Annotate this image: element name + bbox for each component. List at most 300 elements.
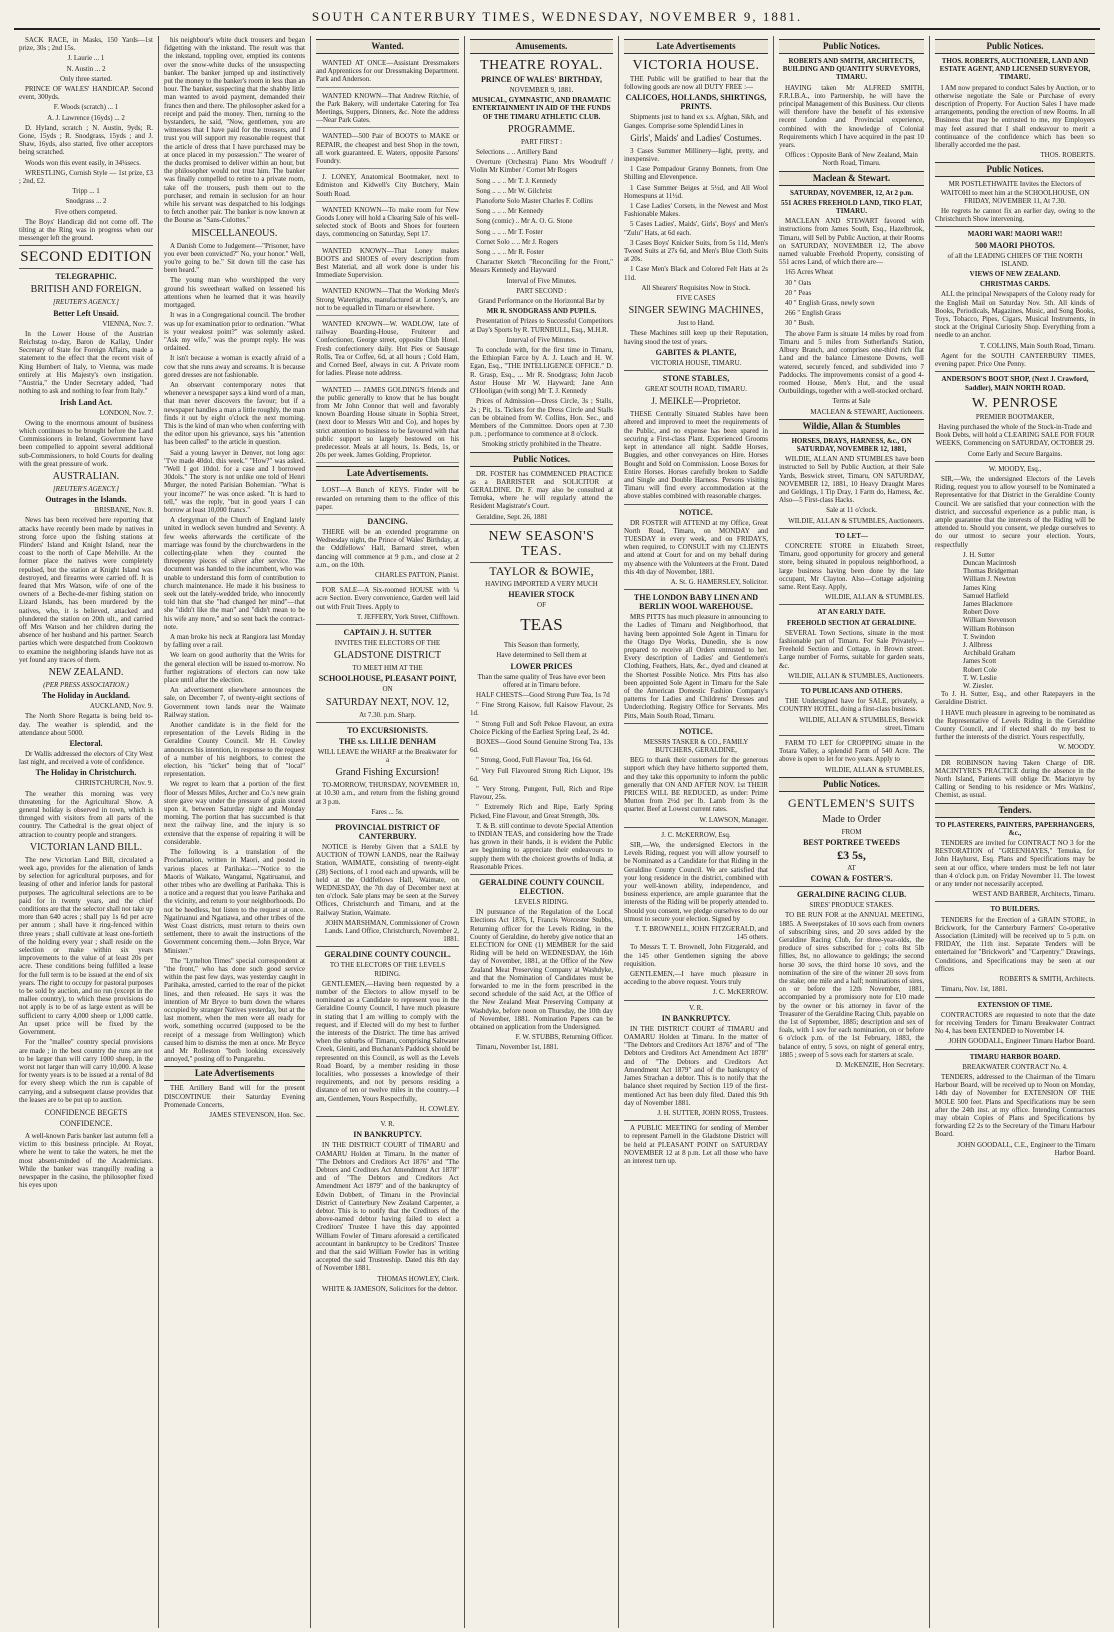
ad-signature: WILDIE, ALLAN & STUMBLES, Auctioneers. bbox=[788, 516, 924, 525]
divider bbox=[470, 562, 613, 563]
ad-signature: WILDIE, ALLAN & STUMBLES, Beswick street, Timaru bbox=[799, 715, 924, 732]
ad-text: GENTLEMEN,—Having been requested by a number of the Electors to allow myself to be nominated as a Candidate to represent you in the Geraldine County Council, I have much pleasure in stating that I am willing to comply with the request, and if Elected will do my best to further the interests of the District. The time has arrived when the suburbs of Timaru, comprising Saltwater Creek, Gleniti, and Buchanan's Paddock should be represented on this Council, as well as the Levels Road Board, by a member residing in those localities, who possesses a knowledge of their requirements, and not by persons residing a distance of ten or twelve miles in the country.—I am, Gentlemen, Yours Respectfully, bbox=[316, 979, 459, 1103]
ad-line: Offices : Opposite Bank of New Zealand, Main North Road, Timaru. bbox=[785, 151, 918, 168]
ad-text: He regrets he cannot fix an earlier day, owing to the Christchurch Show intervening. bbox=[935, 207, 1095, 224]
ad-text: Having purchased the whole of the Stock-in-Trade and Book Debts, will hold a CLEARING SALE FOR FOUR WEEKS, Commencing on SATURDAY, OCTOBER 29. bbox=[935, 422, 1095, 448]
misc-paragraph: We regret to learn that a portion of the first floor of Messrs Miles, Archer and Co.'s new grain store gave way under the pressure of grain stored upon it, between Saturday night and Monday morning. The portion that has succumbed is that next the railway line, and the injury is so extensive that the expense of repairing it will be considerable. bbox=[164, 780, 305, 846]
ad-text: CONTRACTORS are requested to note that the date for receiving Tenders for Timaru Breakwater Contract No 4, has been EXTENDED to November 14. bbox=[935, 1010, 1095, 1036]
made-to-order: Made to Order bbox=[822, 813, 881, 825]
telegraphic-heading: TELEGRAPHIC. bbox=[55, 272, 117, 282]
tweeds-line: BEST PORTREE TWEEDS bbox=[803, 838, 900, 848]
misc-paragraph: The following is a translation of the Proclamation, written in Maori, and posted in various places at Parihaka:—"Notice to the Maoris of Waikato, Wanganui, Ngatiruanui, and other tribes who are dwelling at Parihaka. This is a notice and a request that you leave Parihaka and the vicinity, and return to your neighborhoods. Do not be heedless, but listen to the request at once. Ngatiruanui and Ngatiawa, and other tribes of the West Coast districts, must return to theirs own settlement, there to await the instructions of the Government concerning them.—John Bryce, War Minister." bbox=[164, 848, 305, 955]
victoria-house-heading: VICTORIA HOUSE. bbox=[632, 58, 760, 73]
ad-text: ALL the principal Newspapers of the Colony ready for the English Mail on Saturday Nov. 5th. All kinds of Books, Periodicals, Magazines, Music, and Song Books, Toys, Tobacco, Pipes, Cigars, Musical Instruments, in stock at the Original Curiosity Shop. Everything from a needle to an anchor. bbox=[935, 290, 1095, 340]
bankruptcy-heading: IN BANKRUPTCY. bbox=[353, 1130, 422, 1140]
misc-paragraph: It was in a Congregational council. The brother was up for examination prior to ordination. "What is your weakest point?" was solemnly asked. "Ask my wife," was the prompt reply. He was ordained. bbox=[164, 311, 305, 353]
divider bbox=[470, 874, 613, 875]
signer: W. Ziesler. bbox=[963, 682, 994, 690]
ad-signature: T. T. BROWNELL, JOHN FITZGERALD, and 145 others. bbox=[634, 925, 768, 942]
australian-heading: AUSTRALIAN. bbox=[52, 470, 120, 482]
sale-date: SATURDAY, NOVEMBER, 12, At 2 p.m. bbox=[789, 188, 914, 197]
tender-heading: TO BUILDERS. bbox=[990, 905, 1040, 914]
early-date-heading: AT AN EARLY DATE. bbox=[817, 608, 886, 617]
cowan-foster: COWAN & FOSTER'S. bbox=[810, 874, 893, 884]
misc-paragraph: Another candidate is in the field for the representation of the Levels Riding in the Geraldine County Council. Mr H. Cowley announces his intention, in response to the request of a number of his neighbors, to contest the election, his "ticket" being that of "local" representation. bbox=[164, 721, 305, 779]
costumes-heading: Girls', Maids' and Ladies' Costumes. bbox=[630, 132, 762, 143]
ad-signature: JOHN GOODALL, Engineer Timaru Harbor Board. bbox=[948, 1037, 1095, 1046]
column-7 bbox=[930, 36, 1100, 1628]
divider bbox=[935, 901, 1095, 902]
race-line: J. Laurie ... 1 bbox=[67, 54, 105, 63]
divider bbox=[624, 1000, 768, 1001]
case-item: 5 Cases Ladies', Maids', Girls', Boys' and Men's "Zulu" Hats, at 6d each. bbox=[624, 220, 768, 237]
ad-text: T. & B. still continue to devote Special Attention to INDIAN TEAS, and considering how the Trade has grown in their hands, it is evident the Public are beginning to appreciate their endeavours to supply them with the choicest growths of India, at Reasonable Prices. bbox=[470, 821, 613, 871]
signer: William J. Newton bbox=[963, 575, 1016, 584]
wildie-heading: Wildie, Allan & Stumbles bbox=[779, 419, 924, 434]
misc-paragraph: We learn on good authority that the Writs for the general election will be issued to-morrow. No further registrations of electors can now take place until after the election. bbox=[164, 651, 305, 685]
misc-paragraph: The young man who worshipped the very ground his sweetheart walked on lessened his attentions when he learned that it was heavily mortgaged. bbox=[164, 276, 305, 310]
ad-line: Have determined to Sell them at bbox=[496, 651, 587, 660]
signer: J. Allbress bbox=[963, 640, 993, 649]
ad-signature: W. MOODY. bbox=[1058, 743, 1095, 752]
boot-shop-heading: ANDERSON'S BOOT SHOP, (Next J. Crawford, Saddler), MAIN NORTH ROAD. bbox=[941, 375, 1089, 392]
misc-paragraph: Said a young lawyer in Denver, not long ago: "I've made 40dol. this week." "How?" was asked. "Well I got 10dol. for a case and I borrowed 30dols." The story is not unlike one told of Henri Murger, the noted Parisian Bohemian. "What is your income?" he was once asked. "It is hard to tell," was the reply, "but in good years I can borrow at least 10,000 francs." bbox=[164, 448, 305, 514]
ad-text: TO BE RUN FOR at the ANNUAL MEETING, 1885. A Sweepstakes of 10 sovs each from owners of subscribing sires, and 20 sovs added by the Geraldine Racing Club, for three-year-olds, the produce of sires subscribed for ; colts 8st 5lb fillies, 8st, no allowance to geldings; the second horse 30 sovs, the third horse 10 sovs, and the nomination of the sire of the winner 20 sovs from the stake; one mile and a half; nominations of sires, on or before the 12th November, 1881, accompanied by a promissory note for £10 made by the owner or his attorney in favor of the Treasurer of the Geraldine Racing Club, payable on the 1st of September, 1885; description and sex of foals, with 1 sov for each nomination, on or before 6 o'clock p.m. of the 1st February, 1883, the balance of entry, 5 sovs, on night of general entry, 1885 ; sweep of 5 sovs each for starters at scale. bbox=[779, 911, 924, 1059]
ad-text: THE Public will be gratified to hear that the following goods are now all DUTY FREE :— bbox=[624, 75, 768, 92]
ad-signature: A. St. G. HAMERSLEY, Solicitor. bbox=[670, 577, 768, 586]
case-item: 1 Case Ladies' Corsets, in the Newest and Most Fashionable Makes. bbox=[624, 202, 768, 219]
divider bbox=[779, 528, 924, 529]
agency-note: [REUTER'S AGENCY.] bbox=[52, 298, 120, 307]
provincial-heading: PROVINCIAL DISTRICT OF CANTERBURY. bbox=[335, 823, 440, 841]
divider bbox=[935, 461, 1095, 462]
article-text: his neighbour's white duck trousers and began fidgetting with the inkstand. The result was that the inkstand, toppling over, emptied its contents over the snow-white ducks of the unsuspecting banker. The banker jumped up and instinctively put the money to the banker's room in less than an hour. The banker, suspecting that the shabby little man wanted to avoid payment, demanded their francs then and there. The philosopher asked for a receipt and paid the money. Then, turning to the bystanders, he said, "Now, gentlemen, you are witnesses that I have paid for the trousers, and I trust you will support my reasonable request that the article of dress that I have purchased may be at once placed in my possession." The wearer of the ducks promised to deliver within an hour, but the philosopher would not trust him. The banker was finally compelled to retire to a private room, take off the trousers, push them out to the purchaser, and remain in seclusion for an hour while his servant was despatched to his lodgings to fetch another pair. The banker is now known at the Bourse as "Sans-Culottes." bbox=[164, 36, 305, 225]
tea-item: BOXES—Good Sound Genuine Strong Tea, 13s 6d. bbox=[470, 737, 613, 755]
ad-signature: WILDIE, ALLAN & STUMBLES, Auctioneers. bbox=[788, 671, 924, 680]
acre-item: 30 " Oats bbox=[785, 278, 812, 287]
ad-text: IN THE DISTRICT COURT of TIMARU and OAMARU Holden at Timaru. In the matter of "The Debtors and Creditors Act 1876" and "The Debtors and Creditors Act Amendment Act 1878" and of "The Debtors and Creditors Act Amendment Act 1879" and of the bankruptcy of Edwin Dobbett, of Timaru in the Provincial District of Canterbury New Zealand Carpenter, a debtor. This is to notify that the Creditors of the above-named debtor having failed to elect a Creditors' Trustee I have this day appointed William Fowler of Timaru aforesaid a certificated accountant in bankruptcy to be Creditors' Trustee and that the said William Fowler has in writing accepted the said Trusteeship. Dated this 8th day of November 1881. bbox=[316, 1141, 459, 1273]
ad-text: FOR SALE—A Six-roomed HOUSE with ¼ acre Section. Every convenience, Garden well laid out with Fruit Trees. Apply to bbox=[316, 586, 459, 611]
column-1 bbox=[14, 36, 159, 1628]
race-line: F. Woods (scratch) ... 1 bbox=[53, 103, 119, 112]
race-line: Only three started. bbox=[60, 74, 112, 83]
signer-list bbox=[935, 551, 1095, 690]
penrose-heading: W. PENROSE bbox=[971, 395, 1059, 411]
column-6 bbox=[774, 36, 930, 1628]
signer: T. Swindon bbox=[963, 632, 996, 641]
british-foreign-heading: BRITISH AND FOREIGN. bbox=[30, 284, 142, 296]
divider bbox=[316, 624, 459, 625]
article-text: The new Victorian Land Bill, circulated a week ago, provides for the alienation of lands by selection for agricultural purposes, and for leasing of other and inferior lands for pastoral purposes. The agricultural selections are to be paid for in twenty years, and the chief conditions are that the selector shall not take up more than 640 acres ; shall pay 1s 6d per acre per annum ; shall have it ring-fenced within three years ; shall cultivate at least one-fortieth of the holding every year ; shall reside on the selection or make within six years improvements to the value of at least 20s per acre. These conditions being fulfilled a lease for the full term is to be issued at the end of six years. The right to occupy for pastoral purposes to be sold by auction, and no run (except in the mallee country), to which these provisions do not apply is to be of as large extent as will be sufficient to carry 4,000 sheep or 1,000 cattle. An upset price will be fixed by the Government. bbox=[19, 855, 153, 1037]
ad-signature: THOMAS HOWLEY, Clerk. bbox=[377, 1274, 459, 1283]
ad-text: A PUBLIC MEETING for sending of Member to represent Parnell in the Gladstone District will be held at PLEASANT POINT on SATURDAY NOVEMBER 12 at 8 p.m. Let all those who have an interest turn up. bbox=[624, 1124, 768, 1165]
tender-heading: TO PLASTERERS, PAINTERS, PAPERHANGERS, &c., bbox=[935, 820, 1095, 837]
ad-signature: JOHN MARSHMAN, Commissioner of Crown Lands. Land Office, Christchurch, November 2, 1881. bbox=[324, 918, 459, 944]
publicans-heading: TO PUBLICANS AND OTHERS. bbox=[800, 687, 903, 695]
ad-text: The above Farm is situate 14 miles by road from Timaru and 5 miles from Sutherland's Station, Albury Branch, and comprises one-third rich flat Land and the balance Limestone Downs, well watered, securely fenced, and subdivided into 7 Paddocks. The improvements consist of a good 4-roomed House, Men's Hut, and the usual Outbuildings, together with a well-stocked orchard. bbox=[779, 329, 924, 396]
divider bbox=[779, 886, 924, 887]
acre-item: 40 " English Grass, newly sown bbox=[785, 299, 875, 308]
misc-paragraph: The "Lyttelton Times" special correspondent at "the front," who has done such good service within the past few days, was yesterday caught in Parihaka, arrested, carried to the rear of the picket lines, and then released. He says it was the intention of Mr Bryce to burn down the whares occupied by stranger Natives yesterday, but at the last moment, when the men were all ready for work, something occurred (supposed to be the receipt of a message from Wellington) which caused him to dismiss the men at once. Mr Bryce and Mr Rolleston "both looking excessively annoyed," posting off to Pungarehu. bbox=[164, 956, 305, 1064]
ad-signature: JOHN GOODALL, C.E., Engineer to the Timaru Harbor Board. bbox=[957, 1140, 1095, 1157]
ad-text: IN THE DISTRICT COURT of TIMARU and OAMARU Holden at Timaru. In the matter of "The Debtors and Creditors Act 1876" and of "The Debtors and Creditors Act Amendment Act 1878" and of "The Debtors and Creditors Act Amendment Act 1879" and of the bankruptcy of James Strachan a debtor. This is to notify that the balance sheet required by Section 119 of the first-mentioned Act has been duly filed. Dated this 9th day of November 1881. bbox=[624, 1024, 768, 1107]
wanted-ad: WANTED KNOWN—That Andrew Ritchie, of the Park Bakery, will undertake Catering for Tea Meetings, Suppers, Dinners, &c. Note the address—Near Park Gates. bbox=[316, 90, 459, 129]
ad-line: SIRES' PRODUCE STAKES. bbox=[809, 901, 894, 910]
signer: Thomas Bridgeman bbox=[963, 567, 1019, 576]
county-council-heading: GERALDINE COUNTY COUNCIL. bbox=[324, 950, 451, 960]
ad-text: CONCRETE STORE in Elizabeth Street, Timaru, good opportunity for grocery and general store, being situated in populous neighborhood, a large business having been done by the late occupant, Mr Clayton. Also—Cottage adjoining same. Rent Easy. Apply, bbox=[779, 541, 924, 591]
race-line: A. J. Lawrence (16yds) ... 2 bbox=[47, 113, 125, 122]
ad-signature: J. C. McKERROW. bbox=[712, 988, 768, 997]
public-notices-heading: Public Notices. bbox=[935, 162, 1095, 177]
ad-text: THE Undersigned have for SALE, privately, a COUNTRY HOTEL, doing a first-class business. bbox=[779, 697, 924, 714]
programme-heading: PROGRAMME. bbox=[508, 123, 575, 135]
late-ads-heading: Late Advertisements bbox=[164, 1066, 305, 1081]
divider bbox=[779, 683, 924, 684]
ad-text: To J. H. Sutter, Esq., and other Ratepayers in the Geraldine District. bbox=[935, 690, 1095, 707]
divider bbox=[19, 245, 153, 246]
event-line: PRINCE OF WALES' BIRTHDAY, bbox=[481, 75, 602, 84]
article-text: For the "mallee" country special provisions are made ; in the best country the runs are not to be larger than will carry 1000 sheep, in the worst not larger than will carry 10,000. A lease for twenty years is to be issued at a rental of 8d for every sheep which the run is capable of carrying, and a subsequent clause provides that the leases are to be put up to auction. bbox=[19, 1038, 153, 1104]
signer: James King bbox=[963, 583, 996, 592]
agency-note: [REUTER'S AGENCY.] bbox=[52, 484, 120, 493]
ad-text: To Messrs T. T. Brownell, John Fitzgerald, and the 145 other Gentlemen signing the above requisition. bbox=[624, 943, 768, 968]
programme-item: MR R. SNODGRASS AND PUPILS. bbox=[486, 307, 597, 316]
ad-text: TENDERS, addressed to the Chairman of the Timaru Harbour Board, will be received up to Noon on Monday, 14th day of November for EXTENSION OF THE MOLE 500 feet. Plans and Specifications may be seen after the 24th inst. at my office. Intending Contractors may obtain Copies of Plans and Specifications by forwarding £2 2s to the Secretary of the Timaru Harbour Board. bbox=[935, 1072, 1095, 1139]
taylor-bowie-heading: TAYLOR & BOWIE, bbox=[489, 563, 594, 578]
tea-item: " Fine Strong Kaisow, full Kaisow Flavour, 2s 1d. bbox=[470, 701, 613, 718]
article-heading: Irish Land Act. bbox=[59, 397, 113, 407]
racing-club-heading: GERALDINE RACING CLUB. bbox=[796, 890, 907, 900]
ad-signature: WHITE & JAMESON, Solicitors for the debtor. bbox=[322, 1284, 458, 1293]
ad-line: GREAT SOUTH ROAD, TIMARU. bbox=[645, 385, 747, 394]
ad-line: FROM bbox=[841, 827, 862, 836]
column-3 bbox=[311, 36, 465, 1628]
divider bbox=[624, 723, 768, 724]
case-item: 3 Cases Boys' Knicker Suits, from 5s 11d, Men's Tweed Suits at 27s 6d, and Men's Blue Cloth Suits at 20s. bbox=[624, 238, 768, 264]
ad-text: MR POSTLETHWAITE Invites the Electors of WAITOHI to meet him at the SCHOOLHOUSE, ON FRIDAY, NOVEMBER 11, At 7.30. bbox=[940, 180, 1090, 205]
programme-item: Song .. .. .. Mr W. Gilchrist bbox=[476, 186, 553, 195]
signer: J. H. Sutter bbox=[963, 550, 995, 559]
addressee: W. MOODY, Esq., bbox=[988, 464, 1042, 473]
ad-signature: JAMES STEVENSON, Hon. Sec. bbox=[209, 1110, 305, 1119]
theatre-heading: THEATRE ROYAL. bbox=[480, 58, 603, 73]
amusements-heading: Amusements. bbox=[470, 39, 613, 54]
signer: William Stevenson bbox=[963, 616, 1017, 625]
property-heading: 551 ACRES FREEHOLD LAND, TIKO FLAT, TIMARU. bbox=[781, 198, 922, 216]
schoolhouse-line: SCHOOLHOUSE, PLEASANT POINT, bbox=[318, 674, 457, 684]
masthead: SOUTH CANTERBURY TIMES, WEDNESDAY, NOVEMBER 9, 1881. bbox=[14, 6, 1100, 30]
ad-text: SIR,—We, the undersigned Electors in the Levels Riding, request you will allow yourself to be Nominated as a Candidate for that Riding in the Geraldine County Council. We are satisfied that your long residence in the district, combined with your well-known ability, independence, and business experience, are ample guarantee that the interests of the Riding will be properly attended to. Should you consent, we pledge ourselves to do our utmost to secure your election. Signed by bbox=[624, 841, 768, 923]
race-line: WRESTLING, Cornish Style — 1st prize, £3 ; 2nd, £2. bbox=[19, 168, 153, 186]
singer-heading: SINGER SEWING MACHINES, bbox=[628, 305, 764, 317]
sutter-heading: CAPTAIN J. H. SUTTER bbox=[343, 627, 432, 637]
wanted-ad: WANTED — JAMES GOLDING'S friends and the public generally to know that he has bought from Mr John Connor that well and favorably known Boarding House situate in Sophia Street, (next door to Messrs Witt and Co), and hopes by strict attention to business to be favoured with that public support so largely bestowed on his predecessor. Meals at all hours, 1s. Beds, 1s, or 20s per week. James Golding, Proprietor. bbox=[316, 384, 459, 464]
case-item: 1 Case Pompadour Granny Bonnets, from One Shilling and Elevenpence. bbox=[624, 165, 768, 182]
public-notices-heading: Public Notices. bbox=[935, 39, 1095, 54]
ad-signature: D. McKENZIE, Hon Secretary. bbox=[835, 1061, 924, 1070]
ad-line: Come Early and Secure Bargains. bbox=[967, 449, 1063, 458]
programme-item: Song (comic) .. Mr A. O. G. Stone bbox=[476, 217, 573, 226]
ad-line: ON bbox=[382, 685, 393, 694]
programme-item: Selections .. .. Artillery Band bbox=[476, 148, 558, 157]
ad-line: LOWER PRICES bbox=[510, 661, 573, 671]
misc-paragraph: An advertisement elsewhere announces the sale, on December 7, of twenty-eight sections of Government town lands near the Waimate Railway station. bbox=[164, 686, 305, 719]
smoking-note: Smoking strictly prohibited in the Theatre. bbox=[481, 440, 602, 449]
ad-line: HEAVIER STOCK bbox=[508, 589, 575, 599]
programme-item: Cornet Solo .. .. Mr J. Rogers bbox=[476, 237, 559, 246]
programme-item: Song .. .. .. Mr R. Foster bbox=[476, 248, 544, 257]
divider bbox=[935, 755, 1095, 756]
article-heading: Electoral. bbox=[69, 739, 103, 748]
signer: T. W. Leslie bbox=[963, 673, 997, 682]
ad-line: WILL LEAVE the WHARF at the Breakwater for a bbox=[317, 747, 458, 764]
ad-line: At 7.30. p.m. Sharp. bbox=[359, 710, 416, 719]
ad-line: of all the LEADING CHIEFS OF THE NORTH ISLAND. bbox=[947, 251, 1083, 268]
article-text: In the Lower House of the Austrian Reichstag to-day, Baron de Kallay, Under Secretary of State for Foreign Affairs, made a statement to the effect that the recent visit of King Humbert of Italy, to Vienna, was made entirely at His Majesty's own instigation. "Austria," the Under Secretary added, "had nothing to ask and nothing to fear from Italy." bbox=[19, 329, 153, 396]
ad-signature: MACLEAN & STEWART, Auctioneers. bbox=[810, 407, 924, 416]
ad-signature: WILDIE, ALLAN & STUMBLES. bbox=[825, 593, 924, 602]
ad-text: IN pursuance of the Regulation of the Local Elections Act 1876, I, Francis Worcester Stubbs, Returning officer for the Levels Riding, in the County of Geraldine, do hereby give notice that an ELECTION for ONE (1) MEMBER for the said Riding will be held on WEDNESDAY, the 16th day of November, 1881, at the Office of the New Zealand Meat Preserving Company at Washdyke, and that the Nomination of Candidates must be forwarded to me in the form prescribed in the second schedule of the said Act, at the Office of the New Zealand Meat Preserving Company at Washdyke, before noon on Thursday, the 10th day of November, 1881. Nomination Papers can be obtained on application from the Undersigned. bbox=[470, 908, 613, 1032]
misc-paragraph: A man broke his neck at Rangiora last Monday by falling over a rail. bbox=[164, 633, 305, 650]
ad-text: I AM now prepared to conduct Sales by Auction, or to otherwise negotiate the Sale or Purchase of every description of Property. For Auction Sales I have made arrangements, pending the erection of new Rooms. In all Business that may be entrusted to me, my Employers may feel assured that I shall endeavour to merit a continuance of the confidence which has been so liberally accorded me the past. bbox=[935, 83, 1095, 150]
stone-stables-heading: STONE STABLES, bbox=[662, 374, 730, 384]
teas-heading: TEAS bbox=[520, 615, 563, 635]
ad-line: This Season than formerly, bbox=[503, 641, 580, 650]
second-edition-heading: SECOND EDITION bbox=[20, 249, 152, 266]
ad-signature: Timaru, November 1st, 1881. bbox=[476, 1043, 559, 1052]
vr-mark: V. R. bbox=[688, 1003, 704, 1012]
proprietor-line: J. MEIKLE—Proprietor. bbox=[651, 396, 741, 407]
signer: James Scott bbox=[963, 657, 997, 666]
race-line: PRINCE OF WALES' HANDICAP. Second event, 300yds. bbox=[19, 85, 153, 102]
article-heading: Better Left Unsaid. bbox=[53, 308, 119, 318]
ad-signature: CHARLES PATTON, Pianist. bbox=[374, 570, 459, 579]
ad-line: INVITES THE ELECTORS OF THE bbox=[334, 638, 441, 647]
victorian-land-bill-heading: VICTORIAN LAND BILL. bbox=[29, 841, 143, 853]
ad-text: TENDERS for the Erection of a GRAIN STORE, in Brickwork, for the Canterbury Farmers' Co-operative Association (Limited) will be received up to 5 p.m. on FRIDAY, the 11th inst. Separate Tenders will be entertained for "Brickwork" and "Carpentry." Drawings, Conditions, and Specifications may be seen at our offices bbox=[935, 915, 1095, 973]
ad-text: WILDIE, ALLAN AND STUMBLES have been instructed to Sell by Public Auction, at their Sale Yards, Beswick street, Timaru, ON SATURDAY, NOVEMBER 12, 1881, 10 Heavy Draught Mares and Geldings, 1 Tip Dray, 1 Farm do, Harness, &c. Also—5 First-class Hacks. bbox=[779, 455, 924, 505]
wanted-ad: WANTED KNOWN—To make room for New Goods Loney will hold a Clearing Sale of his well-selected stock of Boots and Shoes for fourteen days, commencing on Saturday, Sept 17. bbox=[316, 204, 459, 243]
race-line: Snodgrass ... 2 bbox=[65, 197, 107, 206]
meeting-date: SATURDAY NEXT, NOV. 12, bbox=[325, 696, 450, 708]
divider bbox=[316, 1116, 459, 1117]
ad-signature: THOS. ROBERTS. bbox=[1040, 151, 1095, 160]
article-text: The weather this morning was very threatening for the Agricultural Show. A general holiday is observed in town, which is thronged with visitors from all parts of the country. The Cathedral is the great object of attraction to country people and strangers. bbox=[19, 789, 153, 839]
article-text: The North Shore Regatta is being held to-day. The weather is splendid, and the attendance about 5000. bbox=[19, 712, 153, 737]
misc-paragraph: An observant contemporary notes that whenever a newspaper says a kind word of a man, that man never discovers the favour; but if a newspaper handles a man a little roughly, the man finds it out by eight o'clock the next morning. This is the kind of man who when conferring with the editor upon his grievance, says his "attention has been called" to the article in question. bbox=[164, 380, 305, 447]
tender-heading: EXTENSION OF TIME. bbox=[977, 1000, 1053, 1009]
confidence-heading: CONFIDENCE BEGETS CONFIDENCE. bbox=[44, 1107, 128, 1128]
tea-item: " Very Full Flavoured Strong Rich Liquor, 19s 6d. bbox=[470, 766, 613, 783]
ad-signature: Timaru, Nov. 1st, 1881. bbox=[941, 985, 1008, 994]
ad-line: VICTORIA HOUSE, TIMARU. bbox=[650, 358, 742, 367]
ad-text: Prices of Admission—Dress Circle, 3s ; Stalls, 2s ; Pit, 1s. Tickets for the Dress Circle and Stalls can be obtained from W. Collins, Hon. Sec., and Members of the Committee. Doors open at 7.30 p.m. ; performance to commence at 8 o'clock. bbox=[470, 397, 613, 439]
signer: James Blackmore bbox=[963, 599, 1013, 608]
case-item: 1 Case Men's Black and Colored Felt Hats at 2s 11d. bbox=[624, 265, 768, 282]
tasker-heading: MESSRS TASKER & CO., FAMILY BUTCHERS, GERALDINE, bbox=[643, 737, 749, 754]
signer: Samuel Hatfield bbox=[963, 591, 1009, 600]
notice-heading: NOTICE. bbox=[679, 507, 713, 517]
article-heading: The Holiday in Christchurch. bbox=[35, 768, 137, 778]
programme-item: Song .. .. .. Mr T. J. Kennedy bbox=[476, 176, 557, 185]
columns bbox=[14, 36, 1100, 1628]
acre-item: 30 " Bush. bbox=[785, 319, 815, 328]
event-description: MUSICAL, GYMNASTIC, AND DRAMATIC ENTERTAINMENT IN AID OF THE FUNDS OF THE TIMARU ATHLETIC CLUB. bbox=[472, 96, 611, 121]
ad-text: GENTLEMEN,—I have much pleasure in acceding to the above request. Yours truly bbox=[624, 970, 768, 987]
race-line: Woods won this event easily, in 34¼secs. bbox=[25, 158, 141, 167]
ad-text: DR FOSTER will ATTEND at my Office, Great North Road, Timaru, on MONDAY and TUESDAY in every week, and on FRIDAYS, when required, to CONSULT with my CLIENTS and attend at Court for and on my behalf during my absence with the Volunteers at the Front. Dated this 4th day of November, 1881. bbox=[624, 518, 768, 576]
race-line: SACK RACE, in Masks, 150 Yards—1st prize, 30s ; 2nd 15s. bbox=[19, 36, 153, 53]
programme-item: Song .. .. .. Mr T. Foster bbox=[476, 227, 543, 236]
ad-text: MRS PITTS has much pleasure in announcing to the Ladies of Timaru and Neighborhood, that having been appointed Sole Agent in Timaru for the Otago Dye Works, Dunedin, she is now prepared to receive all Orders entrusted to her. Every description of Ladies' and Gentlemen's Clothing, Feathers, Hats, &c., dyed and cleaned at the Shortest Possible Notice. Mrs Pitts has also been appointed Sole Agent in Timaru for the Sale of the American Domestic Fashion Company's patterns for Ladies and Childrens' Dresses and Underclothing. Registry Office for Servants. Mrs Pitts, Main South Road, Timaru. bbox=[624, 613, 768, 720]
misc-paragraph: It isn't because a woman is exactly afraid of a cow that she runs away and screams. It is because gored dresses are not fashionable. bbox=[164, 354, 305, 379]
signer: Duncan Macintosh bbox=[963, 558, 1017, 567]
ad-signature: J. H. SUTTER, JOHN ROSS, Trustees. bbox=[657, 1108, 768, 1117]
dateline: VIENNA, Nov. 7. bbox=[102, 319, 153, 328]
divider bbox=[316, 946, 459, 947]
race-line: The Boys' Handicap did not come off. The tilting at the Ring was in progress when our messenger left the ground. bbox=[19, 217, 153, 243]
to-let-heading: TO LET— bbox=[835, 531, 868, 540]
ad-line: TO THE ELECTORS OF THE LEVELS RIDING. bbox=[329, 961, 446, 978]
acre-item: 165 Acres Wheat bbox=[785, 268, 834, 277]
acre-item: 20 " Peas bbox=[785, 288, 812, 297]
divider bbox=[316, 722, 459, 723]
programme-item: Overture (Orchestra) Piano Mrs Woodruff / Violin Mr Kimber / Cornet Mr Rogers bbox=[470, 158, 613, 175]
firm-heading: THOS. ROBERTS, AUCTIONEER, LAND AND ESTATE AGENT, AND LICENSED SURVEYOR, TIMARU. bbox=[939, 57, 1091, 82]
lost-keys-ad: LOST—A Bunch of KEYS. Finder will be rewarded on returning them to the office of this paper. bbox=[316, 484, 459, 515]
ad-text: FARM TO LET for CROPPING situate in the Totara Valley, a splendid Farm of 540 Acre. The above is open to let for two years. Apply to bbox=[779, 739, 924, 764]
tea-item: " Strong Full and Soft Pekoe Flavour, an extra Choice Picking of the Earliest Spring Leaf, 2s 4d. bbox=[470, 719, 613, 736]
article-text: Dr Wallis addressed the electors of City West last night, and received a vote of confidence. bbox=[19, 750, 153, 767]
steamer-name: THE s.s. LILLIE DENHAM bbox=[338, 736, 437, 746]
divider bbox=[935, 997, 1095, 998]
tea-item: " Very Strong, Pungent, Full, Rich and Ripe Flavour, 25s. bbox=[470, 784, 613, 802]
dancing-heading: DANCING. bbox=[367, 516, 408, 526]
ad-text: NOTICE is Hereby Given that a SALE by AUCTION of TOWN LANDS, near the Railway Station, WAIMATE, consisting of twenty-eight (28) Sections, of 1 rood each and upwards, will be held at the Oddfellows Hall, Waimate, on WEDNESDAY, the 7th day of December next at ten o'clock. Sale plans may be seen at the Survey Offices, Christchurch and Timaru, and at the Railway Station, Waimate. bbox=[316, 843, 459, 917]
public-notices-heading: Public Notices. bbox=[470, 452, 613, 467]
column-5 bbox=[619, 36, 774, 1628]
race-line: N. Austin ... 2 bbox=[66, 64, 106, 73]
divider bbox=[624, 504, 768, 505]
ad-signature: WILDIE, ALLAN & STUMBLES, bbox=[825, 765, 924, 774]
programme-item: Song .. .. .. Mr Kennedy bbox=[476, 207, 544, 216]
wanted-ad: J. LONEY, Anatomical Bootmaker, next to Edmiston and Kidwell's City Butchery, Main South Road. bbox=[316, 171, 459, 202]
ad-signature: T. JEFFERY, York Street, Clifftown. bbox=[356, 612, 459, 621]
suits-heading: GENTLEMEN'S SUITS bbox=[788, 795, 915, 810]
ad-text: Agent for the SOUTH CANTERBURY TIMES, evening paper. Price One Penny. bbox=[935, 351, 1095, 369]
signer: Archibald Graham bbox=[963, 649, 1016, 658]
fishing-heading: Grand Fishing Excursion! bbox=[335, 767, 440, 779]
ad-text: THESE Centrally Situated Stables have been altered and improved to meet the requirements of the Public, and no expense has been spared in securing a First-class Plant. Experienced Grooms kept in attendance all night. Saddle Horses, Buggies, and other conveyances on Hire. Horses Bought and Sold on Commission. Loose Boxes for Entire Horses. Horses carefully broken to Saddle and Single and Double Harness. Persons visiting Timaru will find every accommodation at the above stables combined with reasonable charges. bbox=[624, 410, 768, 501]
divider bbox=[935, 226, 1095, 227]
ad-line: TO MEET HIM AT THE bbox=[352, 664, 423, 673]
public-notices-heading: Public Notices. bbox=[779, 777, 924, 792]
ad-text: SEVERAL Town Sections, situate in the most fashionable part of Timaru. For Sale Privately—Freehold Section and Cottage, in Brown street. Large number of Forms, suitable for garden seats, &c. bbox=[779, 628, 924, 670]
wanted-heading: Wanted. bbox=[316, 39, 459, 54]
signer: William Robinson bbox=[963, 624, 1015, 633]
ad-text: TENDERS are invited for CONTRACT NO 3 for the RESTORATION of "GREENHAYES," Temuka, for John Hayhurst, Esq. Plans and Specifications may be seen at our office, where tenders must be left not later than 4 o'clock p.m. on Friday November 11. The lowest or any tender not necessarily accepted. bbox=[935, 839, 1095, 889]
tea-item: HALF CHESTS—Good Strong Pure Tea, 1s 7d bbox=[476, 690, 610, 699]
late-ads-heading: Late Advertisements. bbox=[316, 466, 459, 481]
acre-item: 266 " English Grass bbox=[785, 309, 841, 318]
agency-note: (PER PRESS ASSOCIATION.) bbox=[43, 680, 129, 689]
divider bbox=[624, 370, 768, 371]
gladstone-heading: GLADSTONE DISTRICT bbox=[333, 650, 442, 662]
misc-paragraph: A Danish Come to Judgement—"Prisoner, have you ever been convicted?" No, your honor." Well, you're going to be." Sit down till the case has been heard." bbox=[164, 241, 305, 275]
dateline: BRISBANE, Nov. 8. bbox=[94, 506, 153, 515]
ad-signature: Geraldine, Sept. 26, 1881 bbox=[476, 512, 548, 521]
divider bbox=[316, 819, 459, 820]
dateline: LONDON, Nov. 7. bbox=[99, 408, 153, 417]
addressee: J. C. McKERROW, Esq. bbox=[661, 830, 731, 839]
signer: Robert Dove bbox=[963, 608, 999, 617]
ad-line: All Shearers' Requisites Now in Stock. bbox=[641, 283, 751, 292]
race-line: Tripp ... 1 bbox=[72, 187, 100, 196]
ad-text: THE Artillery Band will for the present DISCONTINUE their Saturday Evening Promenade Concerts, bbox=[164, 1084, 305, 1109]
firm-heading: ROBERTS AND SMITH, ARCHITECTS, BUILDING AND QUANTITY SURVEYORS, TIMARU. bbox=[782, 57, 921, 82]
county-election-heading: GERALDINE COUNTY COUNCIL ELECTION. bbox=[479, 878, 604, 897]
ad-signature: H. COWLEY. bbox=[419, 1104, 459, 1113]
ad-text: MACLEAN AND STEWART favored with instructions from James South, Esq., Hazelbrook, Timaru, will Sell by Public Auction, at their Rooms on SATURDAY, NOVEMBER 12, The above named valuable Freehold Property, consisting of 551 acres Land, of which there are— bbox=[779, 217, 924, 267]
tender-heading: TIMARU HARBOR BOARD. bbox=[969, 1052, 1061, 1061]
ad-line: CHRISTMAS CARDS. bbox=[979, 280, 1050, 289]
wanted-ad: WANTED AT ONCE—Assistant Dressmakers and Apprentices for our Dressmaking Department. Park and Anderson. bbox=[316, 57, 459, 88]
ad-text: Shipments just to hand ex s.s. Afghan, Sikh, and Ganges. Comprise some Splendid Lines in bbox=[624, 113, 768, 130]
sale-heading: HORSES, DRAYS, HARNESS, &c., ON SATURDAY, NOVEMBER 12, 1881, bbox=[791, 436, 912, 453]
ad-line: PREMIER BOOTMAKER, bbox=[975, 412, 1055, 421]
late-ads-heading: Late Advertisements bbox=[624, 39, 768, 54]
case-item: 3 Cases Summer Millinery—light, pretty, and inexpensive. bbox=[624, 146, 768, 164]
ad-line: Than the same quality of Teas have ever been offered at in Timaru before. bbox=[477, 672, 606, 689]
race-line: D. Hyland, scratch ; N. Austin, 9yds; R. Gone, 15yds ; R. Snodgrass, 15yds ; and J. Shaw, 16yds, also started, five other acceptors being scratched. bbox=[19, 123, 153, 157]
maori-war-heading: MAORI WAR! MAORI WAR!! bbox=[967, 230, 1063, 239]
ad-text: TO-MORROW, THURSDAY, NOVEMBER 10, at 10.30 a.m., and return from the fishing ground at 3 p.m. bbox=[316, 781, 459, 806]
ad-line: HAVING IMPORTED A VERY MUCH bbox=[485, 579, 598, 588]
public-notices-heading: Public Notices. bbox=[779, 39, 924, 54]
column-4 bbox=[465, 36, 619, 1628]
programme-item: To conclude with, for the first time in Timaru, the Ethiopian Farce by A. J. Leach and H. W. Egan, Esq., "THE INTELLIGENCE OFFICE." D. R. Grasp, Esq., ... Mr R. Snodgrass; John Jacob Astor House Mr W. Hayward; Jane Ann O'Hooligan (with song) Mr T. J. Kennedy bbox=[470, 346, 613, 396]
ad-signature: ROBERTS & SMITH, Architects. bbox=[999, 975, 1095, 984]
divider bbox=[624, 589, 768, 590]
divider bbox=[624, 1120, 768, 1121]
part-heading: PART FIRST : bbox=[520, 137, 563, 146]
divider bbox=[779, 604, 924, 605]
ad-text: DR ROBINSON having Taken Charge of DR. MACINTYRE'S PRACTICE during the absence in the North Island, Patients will oblige Dr. Macintyre by Calling or Sending to his residence or Mrs Watkins', Chemist, as usual. bbox=[935, 758, 1095, 800]
article-text: A well-known Paris banker last autumn fell a victim to this business principle. At Royat, where he went to take the waters, he met the most absent-minded of the Academicians. While the banker was tranquilly reading a newspaper in the casino, the philosopher fixed his eyes upon bbox=[19, 1131, 153, 1190]
maclean-heading: Maclean & Stewart. bbox=[779, 171, 924, 186]
programme-item: Character Sketch "Reconciling for the Front," Messrs Kennedy and Hayward bbox=[470, 258, 613, 275]
signer: Robert Cole bbox=[963, 665, 998, 674]
programme-item: Grand Performance on the Horizontal Bar by bbox=[478, 297, 605, 306]
case-item: 1 Case Summer Beiges at 5½d, and All Wool Homespuns at 11½d. bbox=[624, 183, 768, 200]
ad-text: I HAVE much pleasure in agreeing to be nominated as the Representative of Levels Riding in the Geraldine County Council, and if elected shall do my best to further the interests of the district. Yours respectfully, bbox=[935, 708, 1095, 742]
ad-text: SIR,—We, the undersigned Electors of the Levels Riding, request you to allow yourself to be Nominated a Representative for that District in the Geraldine County Council. We are satisfied that your connection with the district, and successful experience as a public man, is ample guarantee that the interests of the Riding will be attended to. Should you consent, we pledge ourselves to do our utmost to secure your election. Yours, respectfully bbox=[935, 474, 1095, 549]
vr-mark: V. R. bbox=[380, 1120, 395, 1129]
ad-text: BEG to thank their customers for the generous support which they have hitherto supported them, and they take this opportunity to inform the public generally that ON AND AFTER NOV. 1st THEIR PRICES WILL BE REDUCED, as under: Prime Mutton from 2½d per lb. Lamb from 3s the quarter. Beef at Lowest current rates. bbox=[624, 756, 768, 814]
miscellaneous-heading: MISCELLANEOUS. bbox=[191, 227, 278, 239]
part-heading: PART SECOND : bbox=[516, 286, 567, 295]
suit-price: £3 5s, bbox=[837, 848, 866, 863]
excursionists-heading: TO EXCURSIONISTS. bbox=[347, 725, 428, 735]
programme-item: Presentation of Prizes to Successful Competitors at Day's Sports by R. TURNBULL, Esq., M.H.R. bbox=[470, 317, 613, 334]
sports-results bbox=[19, 36, 153, 242]
ad-text: These Machines still keep up their Reputation, having stood the test of years. bbox=[624, 329, 768, 346]
race-line: Five others competed. bbox=[54, 207, 117, 216]
ad-signature: W. LAWSON, Manager. bbox=[699, 815, 768, 824]
misc-paragraph: A clergyman of the Church of England lately united in wedlock seven hundred and Seventy. A few weeks afterwards the certificate of the marriage was found by the churchwardens in the collecting-plate when they counted the threepenny pieces of silver after service. The document was handed to the incumbent, who was unable to understand this form of contribution to church maintenance. He made it his business to seek out the lately-wedded bride, who innocently told him that she "had changed her mind"—that she "didn't like the man" and "didn't mean to be his wife any more," and so sent back the contract-note. bbox=[164, 516, 305, 631]
ad-text: HAVING taken Mr ALFRED SMITH, F.R.I.B.A., into Partnership, he will have the principal Management of this Business. Our clients will therefore have the benefit of his extensive recent London and Provincial experience, combined with the knowledge of Colonial Requirements which I have acquired in the past 10 years. bbox=[779, 83, 924, 150]
